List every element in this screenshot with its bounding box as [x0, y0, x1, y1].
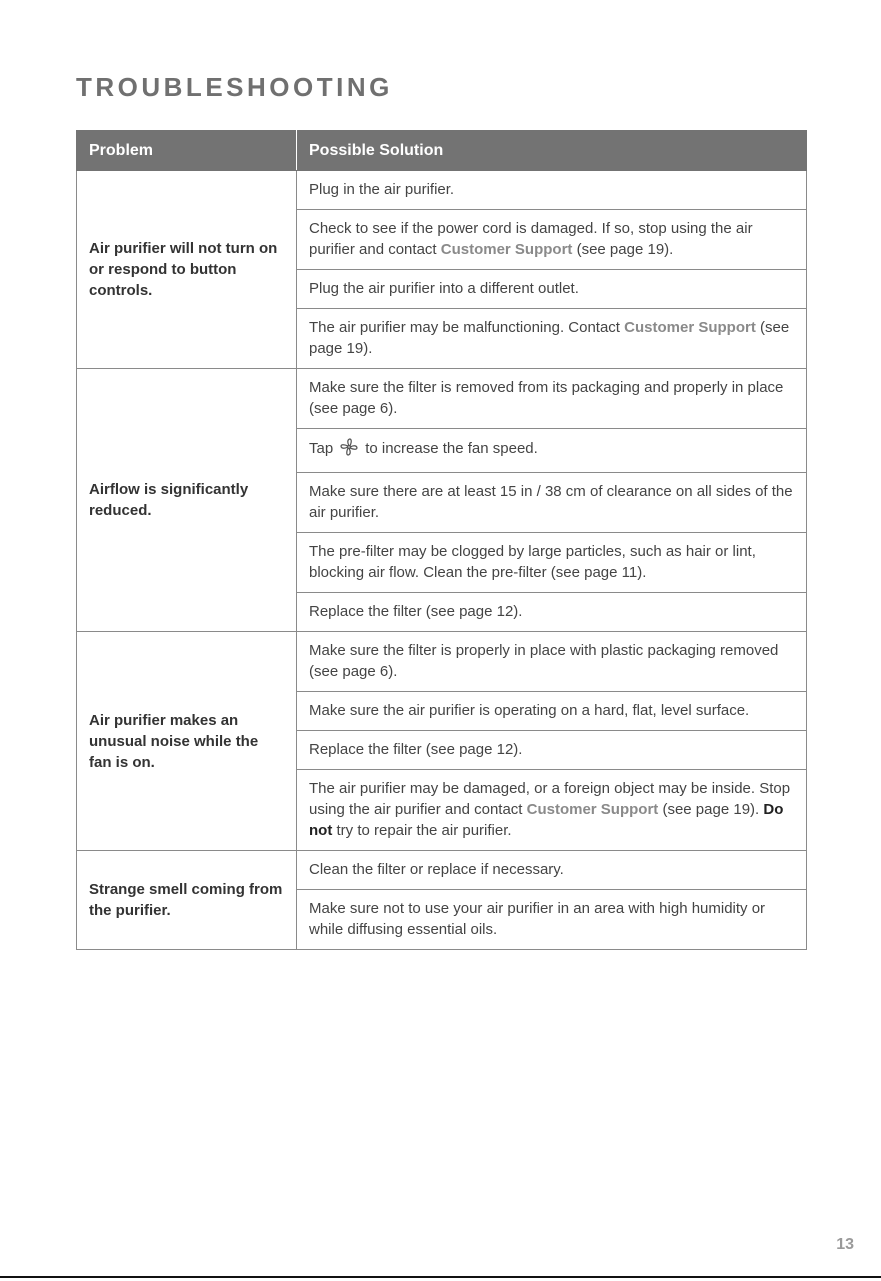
solution-text: The air purifier may be malfunctioning. Contact [309, 319, 625, 336]
solution-cell [297, 593, 807, 632]
table-row [77, 851, 807, 890]
solution-cell [297, 473, 807, 533]
solution-cell [297, 270, 807, 309]
solution-cell [297, 851, 807, 890]
bottom-divider [0, 1276, 881, 1278]
solution-text: try to repair the air purifier. [332, 822, 512, 839]
solution-text: Make sure the filter is removed from its packaging and properly in place (see page 6). [309, 379, 784, 417]
customer-support-link[interactable]: Customer Support [526, 801, 659, 818]
table-header-row [77, 131, 807, 171]
solution-text: The pre-filter may be clogged by large particles, such as hair or lint, blocking air flow. Clean the pre-filter (see page 11). [309, 543, 756, 581]
solution-cell [297, 692, 807, 731]
solution-cell [297, 533, 807, 593]
solution-text: Check to see if the power cord is damaged. If so, stop using the air purifier and contact [309, 220, 753, 258]
solution-text: (see page 19). [658, 801, 764, 818]
solution-text: Replace the filter (see page 12). [309, 741, 523, 758]
solution-cell [297, 890, 807, 950]
solution-cell [297, 770, 807, 851]
customer-support-link[interactable]: Customer Support [440, 241, 573, 258]
solution-text: Make sure there are at least 15 in / 38 cm of clearance on all sides of the air purifier. [309, 483, 793, 521]
solution-text: to increase the fan speed. [365, 440, 538, 457]
table-row [77, 171, 807, 210]
solution-text: Replace the filter (see page 12). [309, 603, 523, 620]
problem-cell: Strange smell coming from the purifier. [77, 851, 297, 950]
warning-emphasis: Do not [309, 801, 784, 839]
solution-cell [297, 369, 807, 429]
fan-icon [339, 437, 359, 463]
problem-cell: Airflow is significantly reduced. [77, 369, 297, 632]
solution-cell [297, 632, 807, 692]
solution-cell [297, 429, 807, 473]
solution-cell [297, 309, 807, 369]
table-row [77, 369, 807, 429]
solution-text: Plug the air purifier into a different outlet. [309, 280, 579, 297]
solution-text: Make sure the air purifier is operating on a hard, flat, level surface. [309, 702, 750, 719]
problem-cell: Air purifier makes an unusual noise while the fan is on. [77, 632, 297, 851]
solution-text: Tap [309, 440, 334, 457]
solution-cell [297, 731, 807, 770]
solution-text: (see page 19). [309, 319, 790, 357]
solution-text: The air purifier may be damaged, or a foreign object may be inside. Stop using the air purifier and contact [309, 780, 791, 818]
page-number: 13 [836, 1236, 854, 1253]
header-problem: Problem [77, 131, 297, 171]
table-row [77, 632, 807, 692]
header-possible-solution: Possible Solution [297, 131, 807, 171]
solution-cell [297, 171, 807, 210]
solution-text: (see page 19). [572, 241, 674, 258]
problem-cell: Air purifier will not turn on or respond to button controls. [77, 171, 297, 369]
solution-text: Clean the filter or replace if necessary. [309, 861, 564, 878]
customer-support-link[interactable]: Customer Support [624, 319, 756, 336]
solution-cell [297, 210, 807, 270]
solution-text: Make sure not to use your air purifier in an area with high humidity or while diffusing essential oils. [309, 900, 766, 938]
solution-text: Plug in the air purifier. [309, 181, 455, 198]
page-title: TROUBLESHOOTING [76, 72, 393, 102]
troubleshooting-table [76, 130, 807, 950]
solution-text: Make sure the filter is properly in place with plastic packaging removed (see page 6). [309, 642, 779, 680]
